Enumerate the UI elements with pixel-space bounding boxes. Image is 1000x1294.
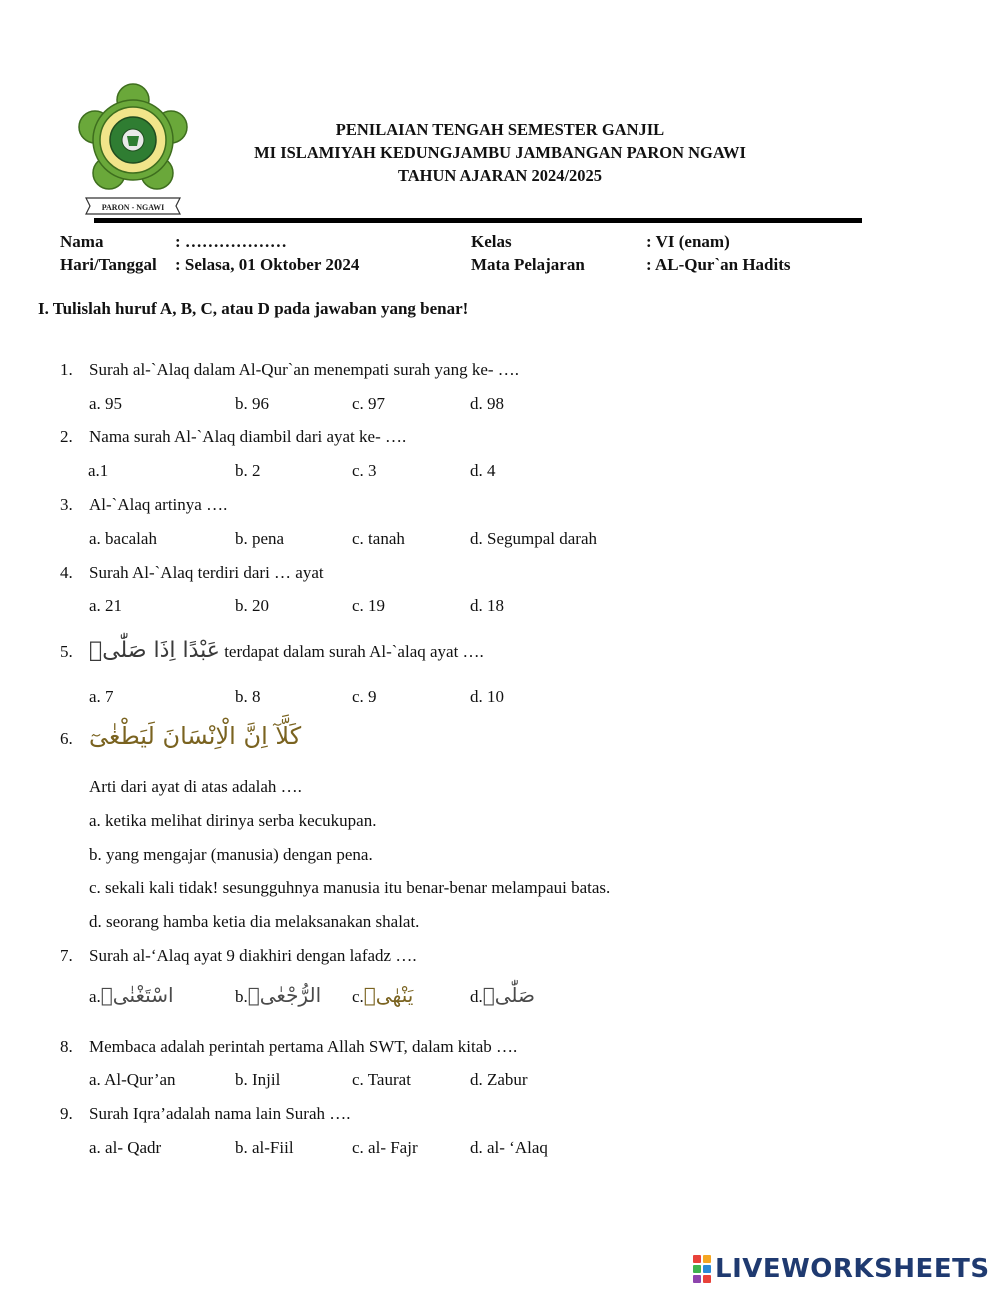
option-arabic: اسْتَغْنٰىۗ: [100, 983, 174, 1007]
option-b: b. 96: [235, 394, 269, 413]
question-text: Surah al-`Alaq dalam Al-Qur`an menempati surah yang ke- ….: [89, 360, 520, 379]
option-a: a. ketika melihat dirinya serba kecukupan.: [89, 811, 377, 830]
option-d: d. Segumpal darah: [470, 529, 597, 548]
header-year: TAHUN AJARAN 2024/2025: [397, 166, 603, 185]
header-rule: [94, 218, 862, 223]
nama-value: : ………………: [175, 232, 287, 251]
hari-value: : Selasa, 01 Oktober 2024: [175, 255, 360, 274]
option-arabic: الرُّجْعٰىۗ: [247, 983, 322, 1007]
option-c: c. Taurat: [352, 1070, 411, 1089]
question-number: 9.: [60, 1104, 73, 1123]
question-number: 7.: [60, 946, 73, 965]
question-number: 1.: [60, 360, 73, 379]
hari-label: Hari/Tanggal: [60, 255, 157, 274]
option-c: c. sekali kali tidak! sesungguhnya manusia itu benar-benar melampaui batas.: [89, 878, 611, 897]
option-arabic: صَلّٰىۗ: [482, 983, 536, 1007]
question-number: 6.: [60, 729, 73, 748]
option-a: a. 95: [89, 394, 123, 413]
brand-square: [703, 1255, 711, 1263]
option-c: c. 19: [352, 596, 386, 615]
option-c: c. 9: [352, 687, 377, 706]
question-text: Surah Al-`Alaq terdiri dari … ayat: [89, 563, 324, 582]
question-number: 8.: [60, 1037, 73, 1056]
question-9: [60, 1104, 351, 1124]
option-a: a. 21: [89, 596, 123, 615]
option-c: c. al- Fajr: [352, 1138, 418, 1157]
question-6: [60, 722, 301, 750]
question-7: [60, 946, 417, 966]
option-b: b. Injil: [235, 1070, 281, 1089]
question-4: [60, 563, 324, 583]
option-c: c. 3: [352, 461, 377, 480]
kelas-value: : VI (enam): [646, 232, 730, 251]
question-text: terdapat dalam surah Al-`alaq ayat ….: [219, 642, 484, 661]
instruction: I. Tulislah huruf A, B, C, atau D pada jawaban yang benar!: [38, 299, 469, 318]
option-d: d. Zabur: [470, 1070, 528, 1089]
option-d: [470, 983, 535, 1007]
option-letter: b.: [235, 987, 248, 1006]
option-d: d. 10: [470, 687, 504, 706]
question-3: [60, 495, 227, 515]
question-text: Surah al-‘Alaq ayat 9 diakhiri dengan lafadz ….: [89, 946, 417, 965]
question-8: [60, 1037, 517, 1057]
question-text: Membaca adalah perintah pertama Allah SWT, dalam kitab ….: [89, 1037, 518, 1056]
kelas-label: Kelas: [471, 232, 512, 251]
question-number: 5.: [60, 642, 73, 661]
document-header: [190, 118, 810, 187]
option-c: c. tanah: [352, 529, 405, 548]
option-c: c. 97: [352, 394, 386, 413]
school-logo: [76, 80, 190, 216]
mapel-value: : AL-Qur`an Hadits: [646, 255, 791, 274]
question-5: [60, 638, 484, 663]
question-1: [60, 360, 519, 380]
liveworksheets-logo: [693, 1254, 990, 1284]
question-text: Nama surah Al-`Alaq diambil dari ayat ke- ….: [89, 427, 407, 446]
option-b: b. 2: [235, 461, 261, 480]
question-text: Al-`Alaq artinya ….: [89, 495, 228, 514]
nama-label: Nama: [60, 232, 104, 251]
option-letter: d.: [470, 987, 483, 1006]
option-b: b. pena: [235, 529, 285, 548]
header-school: MI ISLAMIYAH KEDUNGJAMBU JAMBANGAN PARON NGAWI: [254, 143, 746, 162]
option-b: [235, 983, 321, 1007]
arabic-verse: عَبْدًا اِذَا صَلّٰىۗ: [89, 638, 220, 663]
option-d: d. seorang hamba ketia dia melaksanakan shalat.: [89, 912, 420, 931]
option-a: a. al- Qadr: [89, 1138, 162, 1157]
option-letter: c.: [352, 987, 364, 1006]
question-number: 2.: [60, 427, 73, 446]
option-a: a.1: [88, 461, 109, 480]
mapel-label: Mata Pelajaran: [471, 255, 585, 274]
option-a: [89, 983, 174, 1007]
option-d: d. 4: [470, 461, 496, 480]
option-letter: a.: [89, 987, 101, 1006]
question-2: [60, 427, 406, 447]
question-text: Surah Iqra’adalah nama lain Surah ….: [89, 1104, 351, 1123]
arabic-verse: كَلَّآ اِنَّ الْاِنْسَانَ لَيَطْغٰىٓ: [89, 722, 302, 750]
logo-ribbon-text: PARON - NGAWI: [101, 203, 165, 212]
brand-square: [693, 1255, 701, 1263]
option-d: d. 98: [470, 394, 504, 413]
option-a: a. bacalah: [89, 529, 157, 548]
header-title: PENILAIAN TENGAH SEMESTER GANJIL: [335, 120, 665, 139]
option-a: a. Al-Qur’an: [89, 1070, 176, 1089]
question-number: 4.: [60, 563, 73, 582]
brand-square: [693, 1275, 701, 1283]
brand-square: [703, 1275, 711, 1283]
brand-square: [703, 1265, 711, 1273]
option-d: d. al- ‘Alaq: [470, 1138, 548, 1157]
liveworksheets-mark-icon: [693, 1255, 711, 1283]
option-b: b. al-Fiil: [235, 1138, 294, 1157]
liveworksheets-wordmark: LIVEWORKSHEETS: [715, 1254, 990, 1284]
option-a: a. 7: [89, 687, 114, 706]
brand-square: [693, 1265, 701, 1273]
question-number: 3.: [60, 495, 73, 514]
question-subtext: Arti dari ayat di atas adalah ….: [89, 777, 302, 796]
option-d: d. 18: [470, 596, 504, 615]
option-c: [352, 983, 413, 1007]
option-b: b. 20: [235, 596, 269, 615]
option-arabic: يَنْهٰىۙ: [363, 983, 414, 1007]
option-b: b. yang mengajar (manusia) dengan pena.: [89, 845, 373, 864]
option-b: b. 8: [235, 687, 261, 706]
